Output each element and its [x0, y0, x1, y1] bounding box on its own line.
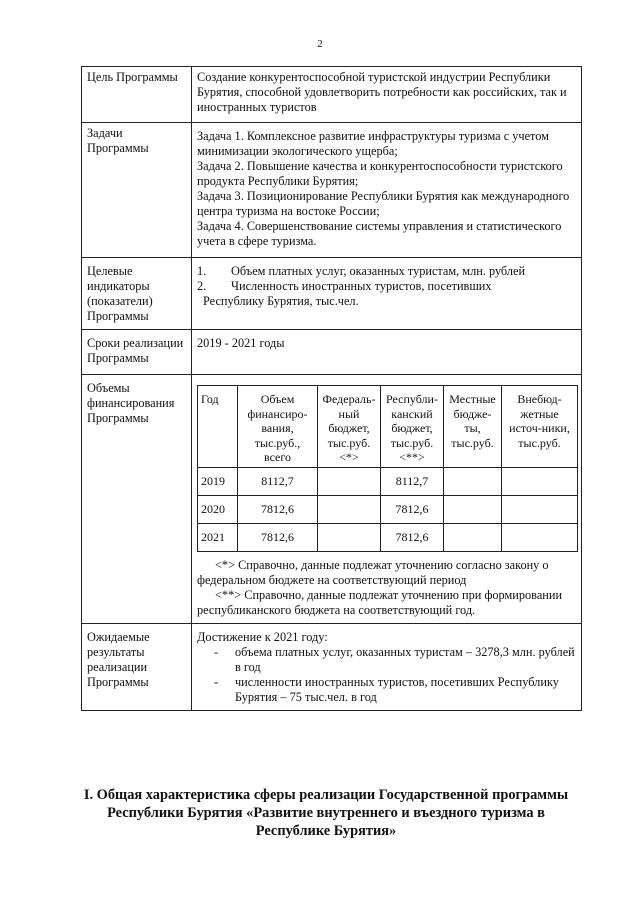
indicators-label: Целевые индикаторы (показатели) Программы [82, 258, 192, 330]
funding-label: Объемы финансирования Программы [82, 375, 192, 624]
indicator-item [197, 264, 576, 279]
funding-notes [197, 558, 576, 618]
funding-republic: 8112,7 [381, 467, 444, 495]
results-row [82, 623, 582, 710]
indicator-continuation: Республику Бурятия, тыс.чел. [203, 294, 359, 308]
funding-local [444, 495, 502, 523]
funding-total: 8112,7 [238, 467, 318, 495]
goal-label: Цель Программы [82, 67, 192, 123]
funding-header: Местные бюдже-ты, тыс.руб. [444, 386, 502, 468]
funding-data-row [198, 523, 578, 551]
funding-year: 2019 [198, 467, 238, 495]
funding-year: 2020 [198, 495, 238, 523]
results-intro: Достижение к 2021 году: [197, 629, 328, 644]
results-cell [192, 623, 582, 710]
dash-bullet-icon: - [213, 674, 219, 689]
result-text: численности иностранных туристов, посетивших Республику Бурятия – 75 тыс.чел. в год [235, 674, 559, 704]
funding-data-row [198, 467, 578, 495]
funding-row [82, 375, 582, 624]
funding-header-row [198, 386, 578, 468]
task-item: Задача 2. Повышение качества и конкурентоспособности туристского продукта Республики Бурятия; [197, 159, 563, 188]
funding-year: 2021 [198, 523, 238, 551]
funding-republic: 7812,6 [381, 495, 444, 523]
indicator-text: Численность иностранных туристов, посетивших [231, 279, 492, 293]
program-passport-table [81, 66, 582, 711]
funding-extra [502, 495, 578, 523]
funding-note-republic: <**> Справочно, данные подлежат уточнению при формировании республиканского бюджета на соответствующий год. [197, 587, 563, 617]
funding-cell [192, 375, 582, 624]
funding-total: 7812,6 [238, 523, 318, 551]
timing-label: Сроки реализации Программы [82, 330, 192, 375]
funding-header: Республи-канский бюджет, тыс.руб. <**> [381, 386, 444, 468]
funding-header: Федераль-ный бюджет, тыс.руб. <*> [318, 386, 381, 468]
goal-row [82, 67, 582, 123]
result-item [197, 675, 576, 705]
funding-federal [318, 467, 381, 495]
page-number: 2 [317, 38, 323, 50]
funding-extra [502, 467, 578, 495]
results-label: Ожидаемые результаты реализации Программы [82, 623, 192, 710]
funding-local [444, 523, 502, 551]
funding-header: Объем финансиро-вания, тыс.руб., всего [238, 386, 318, 468]
indicators-list [192, 258, 582, 330]
task-item: Задача 1. Комплексное развитие инфраструктуры туризма с учетом минимизации экологического ущерба; [197, 129, 549, 158]
funding-total: 7812,6 [238, 495, 318, 523]
indicator-number: 1. [197, 264, 207, 278]
goal-text: Создание конкурентоспособной туристской индустрии Республики Бурятия, способной удовлетворить потребности как российских, так и иностранных туристов [192, 67, 582, 123]
funding-note-federal: <*> Справочно, данные подлежат уточнению согласно закону о федеральном бюджете на соответствующий период [197, 557, 549, 587]
tasks-row [82, 123, 582, 258]
result-item [197, 645, 576, 675]
funding-extra [502, 523, 578, 551]
result-text: объема платных услуг, оказанных туристам – 3278,3 млн. рублей в год [235, 644, 575, 674]
indicator-number: 2. [197, 279, 207, 293]
funding-federal [318, 495, 381, 523]
funding-table [197, 385, 578, 552]
funding-federal [318, 523, 381, 551]
funding-data-row [198, 495, 578, 523]
task-item: Задача 4. Совершенствование системы управления и статистического учета в сфере туризма. [197, 219, 562, 248]
tasks-list [192, 123, 582, 258]
funding-header: Год [198, 386, 238, 468]
timing-text: 2019 - 2021 годы [192, 330, 582, 375]
indicators-row [82, 258, 582, 330]
dash-bullet-icon: - [213, 644, 219, 659]
task-item: Задача 3. Позиционирование Республики Бурятия как международного центра туризма на востоке России; [197, 189, 570, 218]
tasks-label: Задачи Программы [82, 123, 192, 258]
timing-row [82, 330, 582, 375]
funding-header: Внебюд-жетные источ-ники, тыс.руб. [502, 386, 578, 468]
funding-republic: 7812,6 [381, 523, 444, 551]
indicator-item [197, 279, 576, 294]
indicator-text: Объем платных услуг, оказанных туристам, млн. рублей [231, 264, 526, 278]
section-heading: I. Общая характеристика сферы реализации Государственной программы Республики Бурятия «Развитие внутреннего и въездного туризма в Республике Бурятия» [83, 787, 569, 839]
funding-local [444, 467, 502, 495]
